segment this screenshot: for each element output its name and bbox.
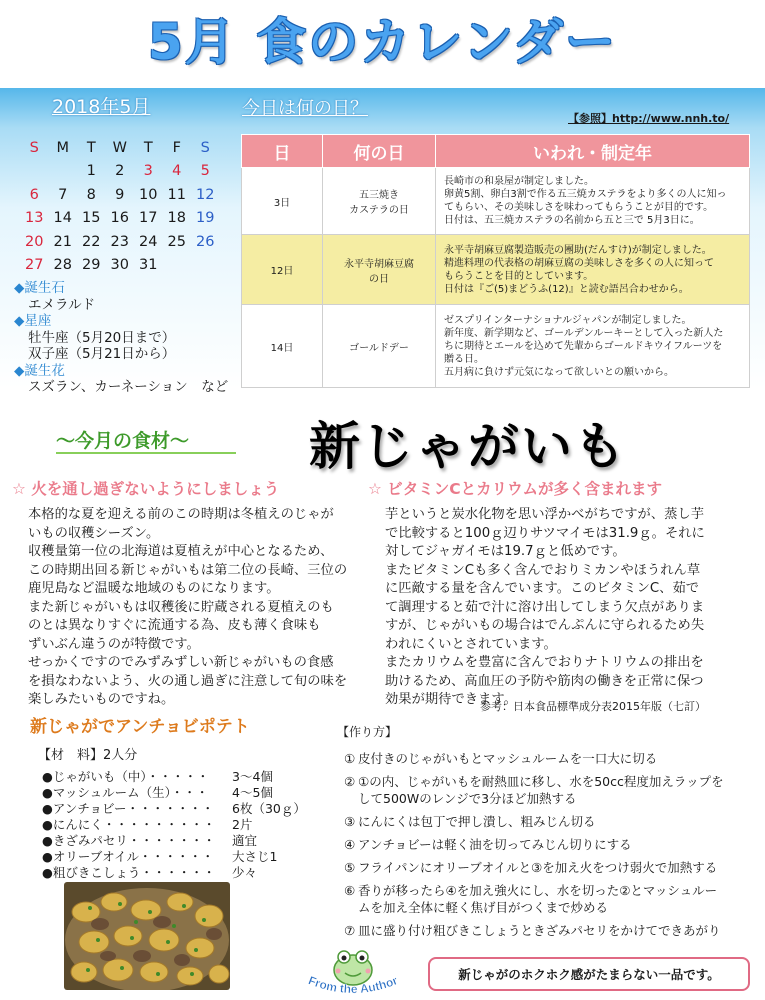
list-item: [344, 750, 744, 767]
text-line: に匹敵する量を含んでいます。このビタミンC、茹で: [385, 581, 700, 596]
svg-text:From the Author: [306, 973, 400, 996]
calendar-week-row: [20, 230, 220, 254]
desc-line: もらうことを目的としています。: [444, 270, 594, 282]
calendar-day: 15: [82, 210, 101, 227]
text-line: われにくいとされています。: [385, 636, 557, 652]
list-item: [42, 849, 306, 865]
recipe-title: 新じゃがでアンチョビポテト: [30, 717, 250, 737]
list-item: [344, 813, 744, 830]
step-number: ⑦: [344, 923, 356, 938]
list-item: [344, 922, 744, 939]
list-item: [42, 801, 306, 817]
step-text: [358, 773, 724, 807]
ingredient-name: ●マッシュルーム（生）・・・: [42, 785, 209, 800]
text-line: のとは異なりすぐに流通する為、皮も薄く食味も: [28, 618, 321, 633]
ingredient-name: ●きざみパセリ・・・・・・・: [42, 833, 216, 848]
calendar-day: 30: [110, 257, 129, 274]
calendar-day: 24: [139, 233, 158, 250]
desc-line: てもらい、その美味しさを味わってもらうことが目的です。: [444, 202, 714, 213]
text-line: また新じゃがいもは収穫後に貯蔵される夏植えのも: [28, 599, 334, 615]
birthstone-value: エメラルド: [28, 296, 96, 313]
ingredient-amount: 4～5個: [232, 785, 273, 800]
calendar-day: 21: [53, 233, 72, 250]
desc-line: 永平寺胡麻豆腐製造販売の團助(だんすけ)が制定しました。: [444, 244, 712, 256]
ingredient-amount: 2片: [232, 817, 253, 832]
text-line: で比較すると100ｇ辺りサツマイモは31.9ｇ。それに: [385, 525, 705, 541]
ingredient-name: ●じゃがいも（中）・・・・・: [42, 769, 210, 784]
text-line: いもの収穫シーズン。: [28, 525, 160, 541]
ingredient-amount: 適宜: [232, 833, 258, 848]
calendar-day: 5: [200, 163, 210, 180]
table-header-row: [242, 135, 750, 168]
reference-link[interactable]: 【参照】http://www.nnh.to/: [568, 112, 730, 125]
food-label-underline: [56, 452, 236, 454]
text-line: またビタミンCも多く含んでおりミカンやほうれん草: [385, 562, 701, 578]
right-column-heading: ☆ ビタミンCとカリウムが多く含まれます: [368, 480, 663, 498]
step-text: [358, 813, 596, 830]
desc-cell: [436, 235, 750, 305]
list-item: [344, 859, 744, 876]
flower-value: スズラン、カーネーション など: [28, 379, 229, 395]
day-cell: 12日: [242, 235, 323, 305]
desc-line: 贈る日。: [444, 353, 484, 365]
column-header: いわれ・制定年: [436, 135, 750, 168]
step-text: [358, 882, 717, 916]
calendar-day: 17: [139, 210, 158, 227]
name-cell: [323, 168, 436, 235]
calendar-day: 18: [167, 210, 186, 227]
ingredient-name: ●オリーブオイル・・・・・・: [42, 849, 215, 864]
calendar-day: 12: [196, 186, 215, 203]
list-item: [344, 773, 744, 807]
name-line: 永平寺胡麻豆腐: [344, 258, 414, 270]
text-line: 楽しみたいものですね。: [28, 692, 175, 707]
weekday-label: M: [56, 139, 69, 156]
calendar-day: [163, 254, 192, 278]
step-line: にんにくは包丁で押し潰し、粗みじん切る: [358, 814, 596, 829]
calendar-day: 29: [82, 257, 101, 274]
weekday-label: W: [112, 139, 127, 156]
step-line: 皮付きのじゃがいもとマッシュルームを一口大に切る: [358, 751, 658, 766]
page-title: 5月 食のカレンダー: [148, 13, 617, 71]
calendar-day: 9: [115, 186, 125, 203]
zodiac-value: 牡牛座（5月20日まで）: [28, 329, 176, 346]
calendar-day: 14: [53, 210, 72, 227]
weekday-label: F: [172, 139, 181, 156]
calendar-weekday-row: [20, 136, 220, 160]
text-line: を損なわないよう、火の通し過ぎに注意して旬の味を: [28, 673, 348, 689]
calendar-day: 28: [53, 257, 72, 274]
desc-line: 精進料理の代表格の胡麻豆腐の美味しさを多くの人に知って: [444, 257, 714, 269]
text-line: すが、じゃがいもの場合はでんぷんに守られるため失: [385, 618, 705, 633]
calendar-week-row: [20, 254, 220, 278]
ingredient-name: ●アンチョビー・・・・・・・: [42, 801, 215, 816]
ingredient-amount: 少々: [232, 865, 258, 880]
list-item: [42, 865, 306, 881]
step-number: ①: [344, 751, 356, 766]
calendar-day: 1: [86, 163, 96, 180]
step-line: ①の内、じゃがいもを耐熱皿に移し、水を50cc程度加えラップを: [358, 774, 724, 789]
calendar-day: 26: [196, 233, 215, 250]
right-column-text: [385, 506, 755, 710]
step-line: アンチョビーは軽く油を切ってみじん切りにする: [358, 837, 632, 852]
ingredients-heading: 【材 料】2人分: [38, 748, 138, 763]
text-line: 芋というと炭水化物を思い浮かべがちですが、蒸し芋: [385, 507, 704, 522]
zodiac-heading: ◆星座: [14, 313, 52, 329]
desc-line: 日付は『ご(5)まどうふ(12)』と読む語呂合わせから。: [444, 283, 689, 295]
text-line: せっかくですのでみずみずしい新じゃがいもの食感: [28, 655, 334, 670]
text-line: て調理すると茹で汁に溶け出してしまう欠点がありま: [385, 599, 705, 615]
author-comment-callout: 新じゃがのホクホク感がたまらない一品です。: [428, 957, 750, 991]
text-line: またカリウムを豊富に含んでおりナトリウムの排出を: [385, 655, 704, 670]
weekday-label: T: [86, 139, 96, 156]
calendar-day: 7: [58, 186, 68, 203]
step-number: ⑥: [344, 883, 356, 898]
text-line: 対してジャガイモは19.7ｇと低めです。: [385, 544, 626, 559]
step-number: ④: [344, 837, 356, 852]
name-line: ゴールドデー: [349, 342, 409, 354]
table-row: [242, 235, 750, 305]
calendar-day: 3: [143, 163, 153, 180]
calendar-day: 10: [139, 186, 158, 203]
ingredient-amount: 3～4個: [232, 769, 273, 784]
dish-photo: [64, 882, 230, 990]
weekday-label: S: [29, 139, 39, 156]
calendar-grid: [20, 136, 220, 277]
birthstone-heading: ◆誕生石: [14, 280, 65, 296]
food-section-label: ～今月の食材～: [56, 430, 190, 452]
ingredient-amount: 6枚（30ｇ）: [232, 801, 306, 816]
ingredients-list: [42, 769, 306, 881]
calendar-day: 16: [110, 210, 129, 227]
name-line: の日: [369, 273, 389, 285]
step-text: [358, 922, 721, 939]
author-label-arc: [298, 946, 408, 998]
list-item: [42, 785, 306, 801]
text-line: 本格的な夏を迎える前のこの時期は冬植えのじゃが: [28, 507, 334, 522]
step-number: ⑤: [344, 860, 356, 875]
ingredient-name: ●にんにく・・・・・・・・・: [42, 817, 216, 832]
text-line: 収穫量第一位の北海道は夏植えが中心となるため、: [28, 544, 334, 559]
left-column-text: [28, 506, 375, 710]
calendar-week-row: [20, 207, 220, 231]
step-text: [358, 750, 657, 767]
list-item: [344, 882, 744, 916]
weekday-label: S: [200, 139, 210, 156]
column-header: 何の日: [323, 135, 436, 168]
step-line: 香りが移ったら④を加え強火にし、水を切った②とマッシュルー: [358, 883, 718, 898]
text-line: 鹿児島など温暖な地域のものになります。: [28, 581, 280, 596]
desc-line: 五月病に負けず元気になって欲しいとの願いから。: [444, 366, 674, 378]
text-line: 効果が期待できます。: [385, 692, 517, 707]
calendar-day: [191, 254, 220, 278]
step-line: 皿に盛り付け粗びきこしょうときざみパセリをかけてできあがり: [358, 923, 721, 938]
calendar-day: 31: [139, 257, 158, 274]
text-line: 助けるため、高血圧の予防や筋肉の働きを正常に保つ: [385, 673, 704, 689]
day-cell: 3日: [242, 168, 323, 235]
list-item: [344, 836, 744, 853]
calendar-day: 6: [29, 186, 39, 203]
calendar-week-row: [20, 160, 220, 184]
calendar-day: 22: [82, 233, 101, 250]
list-item: [42, 817, 306, 833]
name-cell: [323, 305, 436, 388]
step-line: して500Wのレンジで3分ほど加熱する: [358, 791, 577, 806]
calendar-title: 2018年5月: [52, 96, 151, 118]
calendar-day: 19: [196, 210, 215, 227]
day-cell: 14日: [242, 305, 323, 388]
desc-line: 新年度、新学期など、ゴールデンルーキーとして入った新人た: [444, 327, 724, 339]
ingredient-amount: 大さじ1: [232, 849, 278, 864]
left-column-heading: ☆ 火を通し過ぎないようにしましょう: [12, 480, 280, 498]
desc-line: 卵黄5割、卵白3割で作る五三焼カステラをより多くの人に知っ: [444, 189, 727, 200]
food-name-heading: 新じゃがいも: [309, 418, 628, 477]
calendar-day: 13: [25, 210, 44, 227]
desc-cell: [436, 168, 750, 235]
text-line: この時期出回る新じゃがいもは第二位の長崎、三位の: [28, 562, 348, 578]
whatday-title: 今日は何の日？: [242, 98, 368, 119]
column-header: 日: [242, 135, 323, 168]
step-text: [358, 859, 717, 876]
calendar-day: [20, 160, 49, 184]
list-item: [42, 769, 306, 785]
calendar-day: 11: [167, 186, 186, 203]
desc-line: 日付は、五三焼カステラの名前から五と三で 5月3日に。: [444, 215, 700, 226]
table-row: [242, 305, 750, 388]
calendar-day: 20: [25, 233, 44, 250]
author-mascot: [298, 946, 408, 998]
whatday-table: [241, 134, 750, 388]
desc-line: ちに期待とエールを込めて先輩からゴールドキウイフルーツを: [444, 340, 723, 352]
weekday-label: T: [143, 139, 153, 156]
calendar-day: 23: [110, 233, 129, 250]
ingredient-name: ●粗びきこしょう・・・・・・: [42, 865, 216, 880]
step-text: [358, 836, 632, 853]
calendar-day: 8: [86, 186, 96, 203]
step-line: フライパンにオリーブオイルと③を加え火をつけ弱火で加熱する: [358, 860, 718, 875]
calendar-day: 27: [25, 257, 44, 274]
step-number: ③: [344, 814, 356, 829]
name-cell: [323, 235, 436, 305]
steps-list: [344, 750, 744, 945]
source-note: 参考：日本食品標準成分表2015年版（七訂）: [480, 700, 706, 713]
text-line: ずいぶん違うのが特徴です。: [28, 636, 200, 652]
dish-photo-illustration: [64, 882, 230, 990]
table-row: [242, 168, 750, 235]
flower-heading: ◆誕生花: [14, 362, 65, 379]
desc-line: 長崎市の和泉屋が制定しました。: [444, 176, 594, 187]
list-item: [42, 833, 306, 849]
calendar-week-row: [20, 183, 220, 207]
month-info: [14, 280, 236, 396]
calendar-day: 4: [172, 163, 182, 180]
calendar-day: 25: [167, 233, 186, 250]
author-label: From the Author: [306, 973, 400, 997]
calendar-day: [49, 160, 78, 184]
zodiac-value: 双子座（5月21日から）: [28, 346, 176, 362]
name-line: 五三焼き: [359, 190, 399, 201]
calendar-day: 2: [115, 163, 125, 180]
steps-heading: 【作り方】: [337, 725, 398, 739]
desc-line: ゼスプリインターナショナルジャパンが制定しました。: [444, 314, 692, 326]
step-number: ②: [344, 774, 356, 789]
name-line: カステラの日: [349, 205, 409, 216]
desc-cell: [436, 305, 750, 388]
step-line: ムを加え全体に軽く焦げ目がつくまで炒める: [358, 900, 609, 915]
